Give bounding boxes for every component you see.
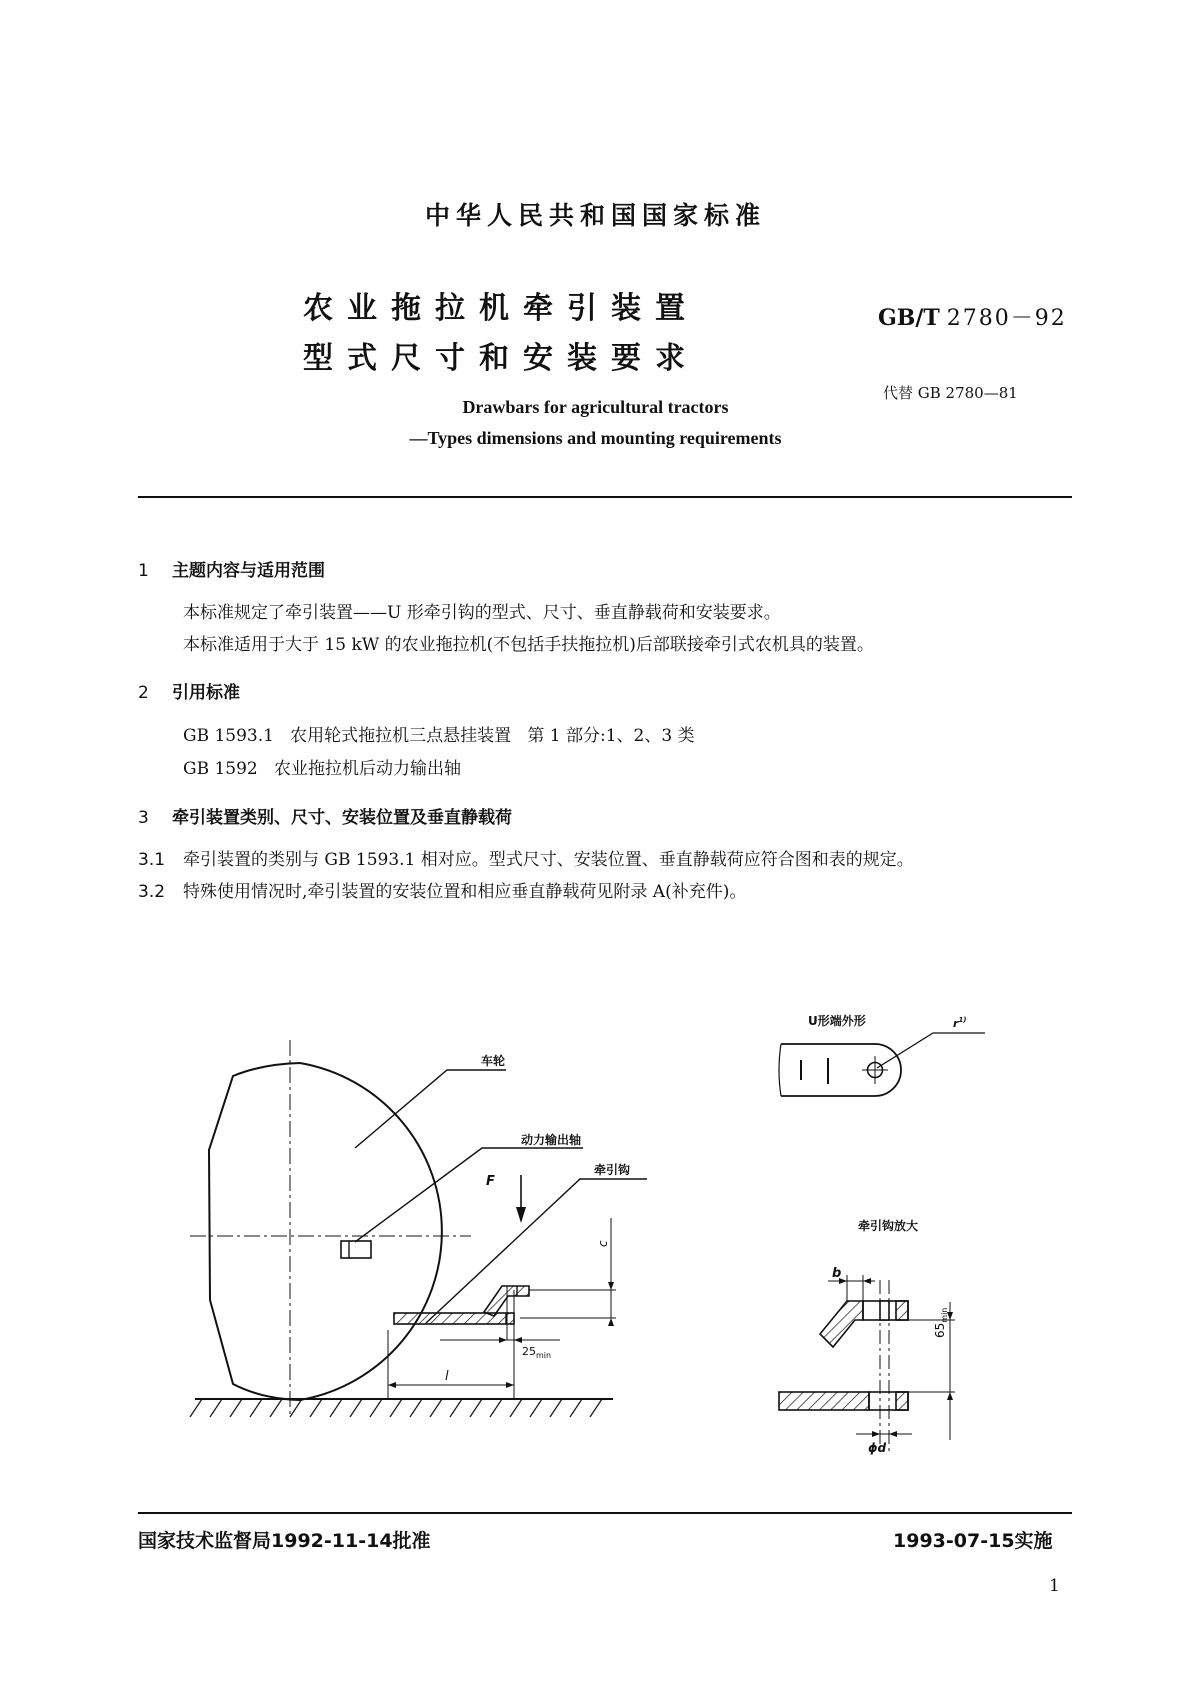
section-2-title: 引用标准 bbox=[172, 683, 240, 703]
label-25: $25_{min}$ bbox=[522, 1345, 552, 1360]
section-1-title: 主题内容与适用范围 bbox=[172, 561, 325, 581]
clause-3-1-number: 3.1 bbox=[138, 850, 166, 870]
hook-leader bbox=[426, 1179, 647, 1323]
replaces-note: 代替 GB 2780—81 bbox=[883, 384, 1018, 402]
pto-leader bbox=[355, 1148, 583, 1242]
enlarged-hook bbox=[820, 1301, 863, 1347]
label-65: $65_{min}$ bbox=[933, 1307, 949, 1338]
clause-3-2-text: 特殊使用情况时,牵引装置的安装位置和相应垂直静载荷见附录 A(补充件)。 bbox=[183, 882, 747, 902]
document-title-line2: 型式尺寸和安装要求 bbox=[303, 341, 699, 376]
u-shape-detail bbox=[779, 1033, 985, 1096]
label-pto: 动力输出轴 bbox=[521, 1133, 582, 1147]
footer-divider bbox=[138, 1512, 1072, 1514]
label-hook: 牵引钩 bbox=[594, 1163, 631, 1177]
approval-note: 国家技术监督局1992-11-14批准 bbox=[138, 1530, 431, 1552]
standard-prefix: GB/T bbox=[878, 305, 940, 331]
standard-code: 2780－92 bbox=[946, 306, 1067, 331]
english-title-line1: Drawbars for agricultural tractors bbox=[462, 397, 729, 417]
hook-enlarged-labels bbox=[832, 1218, 949, 1455]
section-1-paragraph-2: 本标准适用于大于 15 kW 的农业拖拉机(不包括手扶拖拉机)后部联接牵引式农机具的装置。 bbox=[183, 635, 874, 655]
national-standard-heading: 中华人民共和国国家标准 bbox=[424, 201, 766, 230]
ground-hatching bbox=[190, 1399, 602, 1417]
pto-shaft bbox=[341, 1241, 371, 1258]
page-number: 1 bbox=[1049, 1576, 1060, 1596]
hook-enlarged-detail bbox=[779, 1275, 955, 1455]
reference-1: GB 1593.1 农用轮式拖拉机三点悬挂装置 第 1 部分:1、2、3 类 bbox=[183, 726, 695, 746]
english-title-line2: —Types dimensions and mounting requirements bbox=[409, 428, 782, 448]
section-2-number: 2 bbox=[138, 683, 149, 703]
section-3-number: 3 bbox=[138, 808, 149, 828]
label-force: F bbox=[486, 1174, 495, 1189]
label-u-shape: U形端外形 bbox=[808, 1014, 866, 1028]
clause-3-1-text: 牵引装置的类别与 GB 1593.1 相对应。型式尺寸、安装位置、垂直静载荷应符合图和表的规定。 bbox=[183, 850, 914, 870]
wheel-leader bbox=[355, 1070, 506, 1148]
implementation-date: 1993-07-15实施 bbox=[893, 1530, 1053, 1552]
label-hook-enlarged: 牵引钩放大 bbox=[858, 1219, 919, 1233]
main-drawing bbox=[190, 1040, 647, 1417]
label-r: $r^{1)}$ bbox=[953, 1016, 967, 1030]
label-wheel: 车轮 bbox=[481, 1054, 506, 1068]
label-c: c bbox=[596, 1240, 610, 1247]
wheel-outline bbox=[209, 1063, 442, 1400]
section-3-title: 牵引装置类别、尺寸、安装位置及垂直静载荷 bbox=[172, 808, 512, 828]
enlarged-drawbar bbox=[779, 1392, 869, 1410]
label-b: b bbox=[832, 1266, 842, 1281]
clause-3-2-number: 3.2 bbox=[138, 882, 166, 902]
section-1-paragraph-1: 本标准规定了牵引装置——U 形牵引钩的型式、尺寸、垂直静载荷和安装要求。 bbox=[183, 603, 781, 623]
label-phid: ϕd bbox=[868, 1441, 887, 1455]
reference-2: GB 1592 农业拖拉机后动力输出轴 bbox=[183, 759, 461, 779]
document-title-line1: 农业拖拉机牵引装置 bbox=[303, 291, 699, 326]
drawbar bbox=[394, 1313, 514, 1324]
u-shape-labels bbox=[808, 1013, 967, 1030]
label-l: l bbox=[445, 1369, 449, 1384]
section-1-number: 1 bbox=[138, 561, 149, 581]
